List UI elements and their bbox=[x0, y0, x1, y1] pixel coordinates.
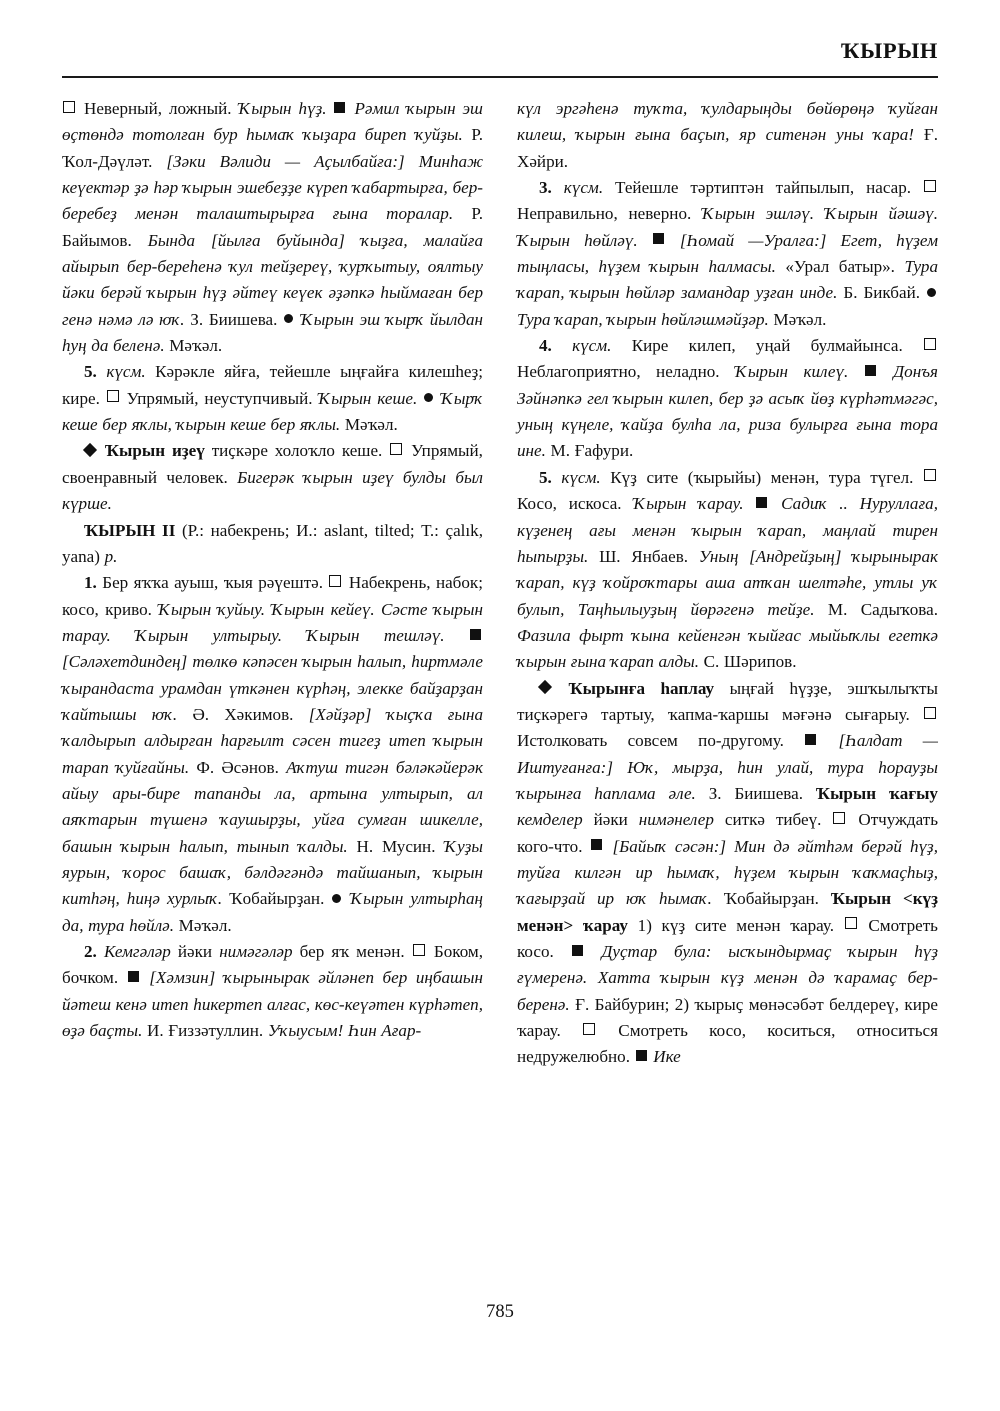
entry-text-run: (Р.: набекрень; И.: aslant, tilted; Т.: çalık, yana) bbox=[62, 520, 483, 566]
entry-block bbox=[517, 676, 938, 1071]
entry-block bbox=[62, 438, 483, 517]
entry-text-run: Мәҡәл. bbox=[178, 915, 232, 935]
column-container bbox=[62, 96, 938, 1281]
entry-text-run: [Хәмзин] ҡырынырак әйләнеп бер иңбашын йәтеш кенә итеп һикертеп алғас, көс-кеүәтен күрһәтеп, өҙә баҫты. bbox=[62, 968, 483, 1041]
entry-text-run: Мәҡәл. bbox=[773, 309, 827, 329]
entry-text-run: [Һалдат — Иштуғанға:] Юҡ, мырҙа, һин улай, тура һорауҙы ҡырынға һаплама әле. bbox=[517, 731, 938, 803]
filled-square-marker bbox=[572, 945, 583, 956]
entry-text-run: Мәҡәл. bbox=[344, 415, 398, 435]
entry-block bbox=[62, 939, 483, 1044]
entry-text-run: Ә. Хәкимов. bbox=[192, 704, 294, 724]
entry-text-run: Неправильно, неверно. bbox=[517, 204, 692, 224]
entry-text-run: 2. bbox=[84, 942, 97, 961]
entry-text-run: [Сәләхетдиндең] төлкө кәпәсен ҡырын һалып, һиртмәле ҡырандаста урамдан үткәнен күрһәң, элекке байҙарҙан ҡайтышы юҡ. bbox=[62, 652, 483, 724]
right-text-column bbox=[517, 96, 938, 1281]
entry-text-run: [Һомай —Уралға:] Егет, һүҙем тыңласы, һүҙем ҡырын һалмасы. bbox=[517, 230, 938, 277]
entry-text-run: Упрямый, неуступчивый. bbox=[126, 388, 313, 408]
bullet-marker bbox=[927, 288, 936, 297]
entry-block bbox=[62, 359, 483, 438]
entry-text-run: [Байыҡ сәсән:] Мин дә әйтһәм берәй һүҙ, туйға килгән ир һымаҡ, һүҙем ҡырын ҡаҡмаҫһыҙ, ҡағырҙай ир юҡ һымаҡ. bbox=[517, 836, 938, 909]
entry-text-run: Кемгәләр bbox=[103, 942, 171, 961]
entry-text-run: Ҡырын ултырһаң да, тура һөйлә. bbox=[62, 889, 483, 935]
filled-square-marker bbox=[470, 629, 481, 640]
entry-text-run: Р. Ҡол-Дәүләт. bbox=[62, 125, 483, 171]
header-rule bbox=[62, 76, 938, 78]
entry-text-run: С. Шәрипов. bbox=[703, 652, 797, 672]
diamond-marker bbox=[83, 443, 97, 457]
entry-text-run: Упрямый, своенравный человек. bbox=[62, 441, 483, 487]
entry-text-run: Неблагоприятно, неладно. bbox=[517, 362, 720, 382]
entry-text-run: кемделер bbox=[517, 810, 583, 830]
entry-text-run: бер яҡ менән. bbox=[299, 942, 405, 961]
entry-text-run: Ҡырын эшләү. Ҡырын йәшәү. Ҡырын һөйләү. bbox=[517, 204, 938, 250]
entry-text-run: Фазила фырт ҡына кейенгән ҡыйғас мыйыҡлы егеткә ҡырын ғына ҡарап алды. bbox=[517, 625, 938, 672]
entry-text-run: Косо, искоса. bbox=[517, 494, 622, 514]
entry-block bbox=[62, 570, 483, 939]
filled-square-marker bbox=[756, 497, 767, 508]
entry-text-run: Смотреть косо, коситься, относиться недружелюбно. bbox=[517, 1021, 938, 1067]
entry-text-run: Кире килеп, уңай булмайынса. bbox=[631, 336, 903, 356]
entry-text-run: йәки bbox=[177, 942, 213, 961]
entry-text-run: Б. Бикбай. bbox=[843, 283, 920, 303]
entry-text-run: З. Биишева. bbox=[708, 783, 804, 803]
entry-text-run: М. Садыҡова. bbox=[827, 599, 939, 619]
entry-text-run: күл эргәһенә туҡта, ҡулдарыңды бөйөрөңә ҡуйған килеш, ҡырын ғына баҫып, яр ситенән уны ҡара! bbox=[517, 99, 938, 145]
open-square-marker bbox=[583, 1023, 595, 1035]
entry-text-run: Уҡыусым! Һин Ағар- bbox=[267, 1021, 422, 1041]
filled-square-marker bbox=[865, 365, 876, 376]
open-square-marker bbox=[924, 469, 936, 481]
entry-text-run: Аҡтуш тигән бәләкәйерәк айыу ары-бире тапанды ла, артына ултырып, ал аяҡтарын түшенә ҡаушырҙы, уйға сумған шикелле, башын ҡырын һалып, тынып ҡалды. bbox=[62, 757, 484, 856]
entry-text-run: күсм. bbox=[563, 178, 604, 198]
entry-text-run: Ҡырын килеү. bbox=[735, 362, 849, 382]
entry-text-run: Набекрень, набок; косо, криво. bbox=[62, 573, 483, 619]
entry-text-run: Бигерәк ҡырын иҙеү булды был күрше. bbox=[62, 467, 484, 514]
entry-block bbox=[517, 333, 938, 465]
entry-text-run: ыңғай һүҙҙе, эшҡылыҡты тиҫкәрегә тартыу, ҡапма-ҡаршы мәғәнә сығарыу. bbox=[517, 678, 938, 724]
entry-text-run: нимәнелер bbox=[638, 810, 714, 830]
entry-block bbox=[62, 518, 483, 571]
entry-text-run: Тура ҡарап, ҡырын һөйләшмәйҙәр. bbox=[517, 309, 769, 329]
entry-text-run: Ғ. Байбурин; 2) ҡырыҫ мөнәсәбәт белдереү, кире ҡарау. bbox=[517, 994, 938, 1041]
entry-text-run: Күҙ сите (ҡырыйы) менән, тура түгел. bbox=[610, 467, 914, 487]
running-head: ҠЫРЫН bbox=[840, 38, 938, 63]
entry-text-run: Р. Байымов. bbox=[62, 204, 483, 250]
entry-text-run: Мәҡәл. bbox=[169, 336, 223, 356]
entry-text-run: Неверный, ложный. bbox=[83, 99, 232, 118]
entry-text-run: Ҡуҙы яурын, ҡорос башаҡ, бәлдәгәндә тайшанып, ҡырын китһәң, һиңә хурлыҡ. bbox=[62, 836, 483, 909]
open-square-marker bbox=[833, 812, 845, 824]
open-square-marker bbox=[924, 180, 936, 192]
entry-text-run: Донъя Зәйнәпкә гел ҡырын килеп, бер ҙә асыҡ йөҙ күрһәтмәгәс, уның күңеле, ҡайҙа булһа ла, риза булырға ғына тора ине. bbox=[517, 362, 938, 461]
entry-text-run: йәки bbox=[593, 810, 628, 830]
entry-text-run: күсм. bbox=[561, 467, 601, 487]
filled-square-marker bbox=[805, 734, 816, 745]
open-square-marker bbox=[63, 101, 75, 113]
entry-text-run: Ҡырын кеше. bbox=[318, 388, 418, 408]
entry-text-run: 5. bbox=[84, 362, 97, 382]
entry-text-run: З. Биишева. bbox=[190, 309, 278, 329]
entry-text-run: 1) күҙ сите менән ҡарау. bbox=[637, 915, 835, 935]
entry-text-run: Садиҡ .. Нуруллаға, күҙенең ағы менән ҡырын ҡарап, маңлай тирен һыпырҙы. bbox=[517, 494, 938, 566]
bullet-marker bbox=[424, 393, 433, 402]
diamond-marker bbox=[538, 680, 552, 694]
filled-square-marker bbox=[653, 233, 664, 244]
open-square-marker bbox=[107, 390, 119, 402]
entry-text-run: Рәмил ҡырын эш өҫтөндә тотолған бур һымаҡ ҡыҙара биреп ҡуйҙы. bbox=[62, 99, 483, 145]
entry-text-run: ситкә тибеү. bbox=[724, 810, 822, 830]
entry-text-run: р. bbox=[104, 546, 118, 566]
left-text-column bbox=[62, 96, 483, 1281]
bullet-marker bbox=[284, 314, 293, 323]
entry-text-run: Ҡырын иҙеү bbox=[104, 441, 205, 461]
entry-text-run: 5. bbox=[539, 467, 552, 487]
entry-text-run: Ф. Әсәнов. bbox=[196, 757, 279, 777]
entry-text-run: М. Ғафури. bbox=[550, 441, 634, 461]
entry-text-run: Истолковать совсем по-другому. bbox=[517, 731, 784, 751]
entry-text-run: Смотреть косо. bbox=[517, 915, 938, 961]
entry-text-run: Ҡырын ҡағыу bbox=[815, 783, 938, 803]
entry-text-run: күсм. bbox=[106, 362, 146, 382]
filled-square-marker bbox=[128, 971, 139, 982]
entry-text-run: Ҡырын ҡарау. bbox=[633, 494, 744, 514]
entry-block bbox=[517, 465, 938, 676]
entry-text-run: Кәрәкле яйға, тейешле ыңғайға килешһеҙ; кире. bbox=[62, 362, 483, 408]
open-square-marker bbox=[924, 338, 936, 350]
entry-text-run: Ҡырын <күҙ менән> ҡарау bbox=[517, 889, 938, 935]
open-square-marker bbox=[845, 917, 857, 929]
entry-text-run: Бер яҡҡа ауыш, ҡыя рәүештә. bbox=[102, 573, 324, 593]
entry-text-run: «Урал батыр». bbox=[785, 257, 895, 277]
entry-text-run: Ҡырын ҡуйыу. Ҡырын кейеү. Сәсте ҡырын тарау. Ҡырын ултырыу. Ҡырын тешләү. bbox=[62, 599, 483, 645]
entry-text-run: Тейешле тәртиптән тайпылып, насар. bbox=[615, 178, 912, 198]
entry-text-run: И. Ғиззәтуллин. bbox=[146, 1021, 264, 1041]
entry-text-run: Ҡырын эш ҡырҡ йылдан һуң да беленә. bbox=[62, 309, 483, 356]
entry-text-run: 3. bbox=[539, 178, 552, 198]
open-square-marker bbox=[390, 443, 402, 455]
entry-text-run: ҠЫРЫН II bbox=[84, 520, 176, 540]
entry-text-run: Ҡобайырҙан. bbox=[723, 889, 819, 909]
entry-text-run: Ҡырҡ кеше бер яҡлы, ҡырын кеше бер яҡлы. bbox=[62, 388, 483, 435]
entry-text-run: Ҡырынға һаплау bbox=[568, 678, 715, 698]
entry-text-run: Ҡырын һүҙ. bbox=[238, 99, 327, 118]
entry-text-run: Боком, бочком. bbox=[62, 942, 484, 988]
entry-text-run: нимәгәләр bbox=[219, 942, 293, 961]
entry-text-run: [Хәйҙәр] ҡыҫҡа ғына ҡалдырып алдырған һарғылт сәсен тигеҙ итеп ҡырын тарап ҡуйғайны. bbox=[62, 704, 483, 777]
entry-text-run: Тура ҡарап, ҡырын һөйләр замандар уҙған инде. bbox=[517, 257, 938, 303]
entry-block bbox=[517, 96, 938, 175]
entry-text-run: күсм. bbox=[572, 336, 612, 356]
entry-text-run: Дуҫтар була: ысҡындырмаҫ ҡырын һүҙ ғүмеренә. Хатта ҡырын күҙ менән дә ҡарамаҫ бер-беренә. bbox=[517, 942, 938, 1014]
entry-text-run: Ике bbox=[653, 1047, 681, 1067]
entry-text-run: Уның [Андрейҙың] ҡырынырак ҡарап, күҙ ҡойроҡтары аша атҡан шелтәһе, утлы уҡ булып, Таңһылыуҙың йөрәгенә тейҙе. bbox=[517, 546, 939, 619]
entry-block bbox=[517, 175, 938, 333]
entry-text-run: Ҡобайырҙан. bbox=[229, 889, 325, 909]
entry-text-run: 1. bbox=[84, 573, 97, 593]
open-square-marker bbox=[413, 944, 425, 956]
page-number: 785 bbox=[486, 1302, 514, 1322]
entry-text-run: 4. bbox=[539, 336, 552, 356]
entry-text-run: Отчуждать кого-что. bbox=[517, 810, 939, 856]
entry-text-run: Бында [йылға буйында] ҡыҙға, малайға айырып бер-береһенә ҡул тейҙереү, ҡурҡытыу, оялтыу йәки берәй ҡырын һүҙ әйтеү кеүек әҙәпкә һыймаған бер генә нәмә лә юҡ. bbox=[62, 230, 483, 329]
bullet-marker bbox=[332, 894, 341, 903]
entry-text-run: тиҫкәре холоҡло кеше. bbox=[211, 441, 383, 461]
entry-block bbox=[62, 96, 483, 359]
filled-square-marker bbox=[334, 102, 345, 113]
entry-text-run: [Зәки Вәлиди — Аҫылбайға:] Минһаж кеүектәр ҙә һәр ҡырын эшебеҙҙе күреп ҡабартырға, бер-беребеҙ менән талаштырырға ғына торалар. bbox=[62, 151, 483, 224]
open-square-marker bbox=[329, 575, 341, 587]
entry-text-run: Ш. Янбаев. bbox=[599, 546, 689, 566]
open-square-marker bbox=[924, 707, 936, 719]
filled-square-marker bbox=[591, 839, 602, 850]
entry-text-run: Н. Мусин. bbox=[356, 836, 436, 856]
entry-text-run: Ғ. Хәйри. bbox=[517, 125, 938, 171]
filled-square-marker bbox=[636, 1050, 647, 1061]
